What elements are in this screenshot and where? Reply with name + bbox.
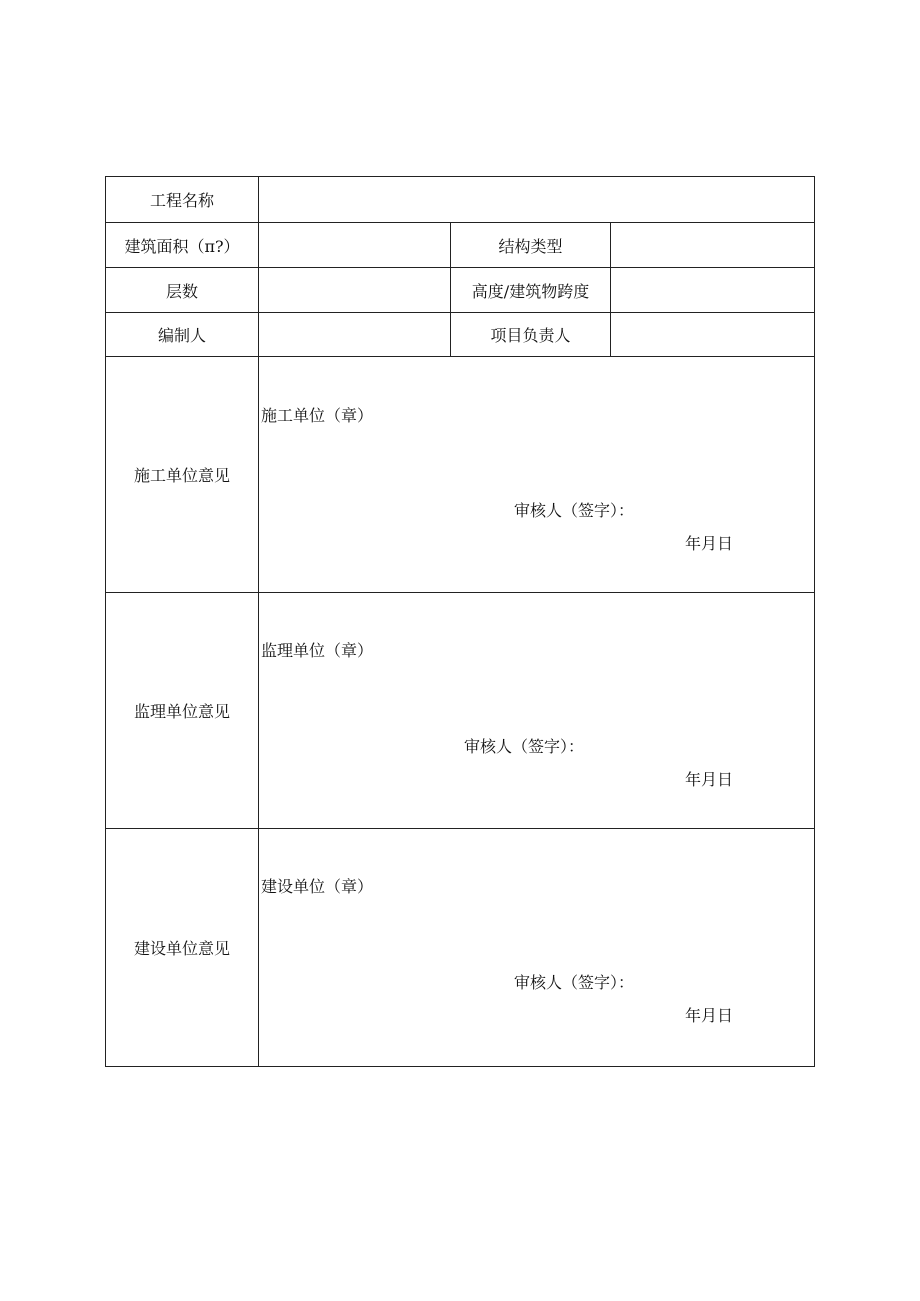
structure-type-field[interactable] xyxy=(611,223,814,267)
floors-field[interactable] xyxy=(259,268,450,312)
project-name-field[interactable] xyxy=(259,177,814,222)
height-span-label: 高度/建筑物跨度 xyxy=(471,281,590,301)
floors-label: 层数 xyxy=(165,281,198,301)
acceptance-form-table xyxy=(105,176,815,1067)
owner-date: 年月日 xyxy=(685,1006,734,1025)
building-area-field[interactable] xyxy=(259,223,450,267)
owner-opinion-label: 建设单位意见 xyxy=(133,939,230,958)
project-name-label: 工程名称 xyxy=(149,191,214,210)
supervision-unit-seal: 监理单位（章） xyxy=(261,641,374,660)
supervision-opinion-label: 监理单位意见 xyxy=(133,702,230,721)
compiler-field[interactable] xyxy=(259,313,450,356)
project-manager-label: 项目负责人 xyxy=(490,326,571,345)
supervision-date: 年月日 xyxy=(685,770,734,789)
construction-opinion-label: 施工单位意见 xyxy=(133,466,230,485)
construction-unit-seal: 施工单位（章） xyxy=(261,406,374,425)
project-manager-field[interactable] xyxy=(611,313,814,356)
compiler-label: 编制人 xyxy=(157,326,206,345)
owner-reviewer-signature: 审核人（签字）： xyxy=(514,973,635,992)
height-span-field[interactable] xyxy=(611,268,814,312)
owner-unit-seal: 建设单位（章） xyxy=(261,877,374,896)
construction-reviewer-signature: 审核人（签字）： xyxy=(514,501,635,520)
structure-type-label: 结构类型 xyxy=(498,236,563,256)
supervision-reviewer-signature: 审核人（签字）： xyxy=(464,737,585,756)
construction-date: 年月日 xyxy=(685,534,734,553)
building-area-label: 建筑面积（π?） xyxy=(124,236,240,256)
